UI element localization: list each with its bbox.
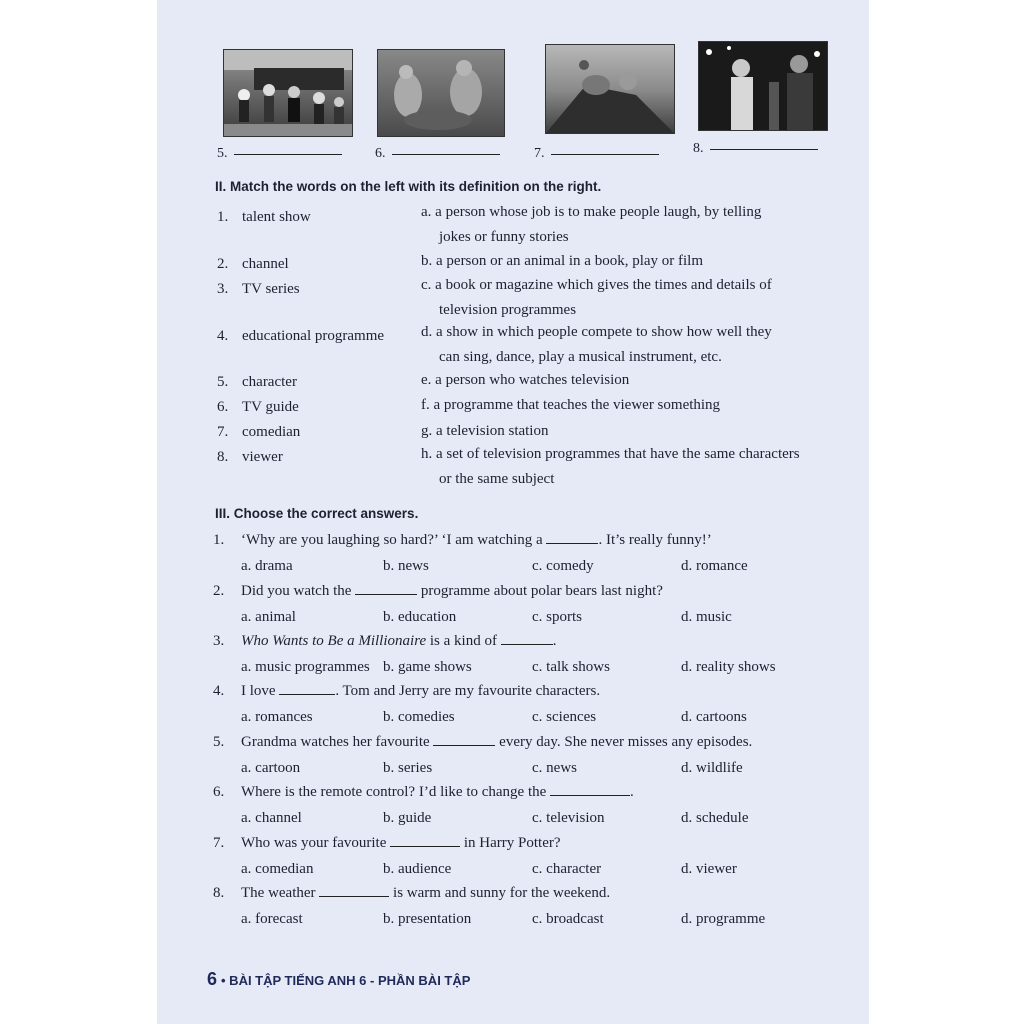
question-pre: The weather bbox=[241, 885, 320, 901]
question-number: 5. bbox=[213, 734, 225, 750]
question-pre: is a kind of bbox=[426, 633, 501, 649]
answer-option: c. character bbox=[532, 861, 602, 877]
answer-option: c. television bbox=[532, 810, 605, 826]
answer-blank bbox=[355, 580, 417, 595]
photo-label-8: 8. bbox=[693, 141, 818, 157]
answer-option: b. presentation bbox=[383, 911, 472, 927]
question-text bbox=[241, 529, 712, 551]
definition-line-1: d. a show in which people compete to show how well they bbox=[421, 324, 772, 340]
question-post: in Harry Potter? bbox=[460, 835, 561, 851]
book-title: • BÀI TẬP TIẾNG ANH 6 - PHẦN BÀI TẬP bbox=[221, 973, 471, 988]
question-number: 1. bbox=[213, 532, 225, 548]
answer-option: d. viewer bbox=[681, 861, 737, 877]
question-pre: Grandma watches her favourite bbox=[241, 734, 434, 750]
question-post: . Tom and Jerry are my favourite characters. bbox=[335, 683, 601, 699]
question bbox=[157, 882, 869, 932]
workbook-page bbox=[157, 0, 869, 1024]
question-text bbox=[241, 781, 634, 803]
answer-option: d. schedule bbox=[681, 810, 749, 826]
question bbox=[157, 680, 869, 730]
answer-option: d. music bbox=[681, 609, 732, 625]
answer-option: b. guide bbox=[383, 810, 432, 826]
question-text bbox=[241, 731, 752, 753]
item-number: 7. bbox=[217, 424, 229, 440]
answer-blank bbox=[279, 680, 335, 695]
match-word: TV series bbox=[242, 281, 300, 297]
cheetahs-photo bbox=[377, 49, 505, 137]
photo-label-5: 5. bbox=[217, 146, 342, 162]
answer-option: a. music programmes bbox=[241, 659, 370, 675]
answer-option: d. reality shows bbox=[681, 659, 776, 675]
answer-option: b. comedies bbox=[383, 709, 455, 725]
match-word: comedian bbox=[242, 424, 301, 440]
definition-line-2: can sing, dance, play a musical instrument, etc. bbox=[439, 349, 722, 365]
definition-line-1: c. a book or magazine which gives the times and details of bbox=[421, 277, 772, 293]
page-number: 6 bbox=[207, 969, 218, 989]
definition-line-1: a. a person whose job is to make people laugh, by telling bbox=[421, 204, 762, 220]
page-footer bbox=[207, 969, 470, 990]
question-number: 7. bbox=[213, 835, 225, 851]
answer-option: b. series bbox=[383, 760, 433, 776]
definition-line-2: jokes or funny stories bbox=[439, 229, 569, 245]
question bbox=[157, 630, 869, 680]
section-3-heading: III. Choose the correct answers. bbox=[215, 506, 419, 521]
question bbox=[157, 832, 869, 882]
question-number: 2. bbox=[213, 583, 225, 599]
question-text bbox=[241, 882, 610, 904]
answer-option: c. broadcast bbox=[532, 911, 604, 927]
answer-blank bbox=[390, 832, 460, 847]
question-post: every day. She never misses any episodes. bbox=[495, 734, 753, 750]
answer-blank bbox=[433, 731, 495, 746]
question-number: 3. bbox=[213, 633, 225, 649]
volleyball-photo bbox=[223, 49, 353, 137]
question bbox=[157, 731, 869, 781]
question-number: 6. bbox=[213, 784, 225, 800]
answer-blank bbox=[501, 630, 553, 645]
answer-option: b. news bbox=[383, 558, 429, 574]
answer-option: b. audience bbox=[383, 861, 452, 877]
answer-option: a. drama bbox=[241, 558, 293, 574]
answer-option: b. game shows bbox=[383, 659, 472, 675]
question-pre: Where is the remote control? I’d like to change the bbox=[241, 784, 551, 800]
lion-king-photo bbox=[545, 44, 675, 134]
question-pre: I love bbox=[241, 683, 280, 699]
answer-option: a. romances bbox=[241, 709, 313, 725]
answer-option: c. news bbox=[532, 760, 577, 776]
photo-label-6: 6. bbox=[375, 146, 500, 162]
definition-line-1: e. a person who watches television bbox=[421, 372, 630, 388]
answer-option: a. comedian bbox=[241, 861, 314, 877]
answer-option: c. comedy bbox=[532, 558, 594, 574]
question-text bbox=[241, 832, 561, 854]
question bbox=[157, 580, 869, 630]
answer-option: d. wildlife bbox=[681, 760, 743, 776]
item-number: 1. bbox=[217, 209, 229, 225]
match-word: channel bbox=[242, 256, 289, 272]
answer-option: a. cartoon bbox=[241, 760, 301, 776]
question-post: programme about polar bears last night? bbox=[417, 583, 663, 599]
answer-option: a. animal bbox=[241, 609, 296, 625]
item-number: 5. bbox=[217, 374, 229, 390]
question-pre: ‘Why are you laughing so hard?’ ‘I am watching a bbox=[241, 532, 547, 548]
definition-line-1: g. a television station bbox=[421, 423, 549, 439]
question-text bbox=[241, 630, 556, 652]
show-title: Who Wants to Be a Millionaire bbox=[241, 633, 427, 649]
item-number: 4. bbox=[217, 328, 229, 344]
question-number: 8. bbox=[213, 885, 225, 901]
answer-option: d. romance bbox=[681, 558, 748, 574]
question bbox=[157, 529, 869, 579]
question bbox=[157, 781, 869, 831]
definition-line-1: f. a programme that teaches the viewer something bbox=[421, 397, 721, 413]
item-number: 8. bbox=[217, 449, 229, 465]
answer-option: a. channel bbox=[241, 810, 302, 826]
match-word: viewer bbox=[242, 449, 283, 465]
answer-option: d. programme bbox=[681, 911, 766, 927]
question-pre: Did you watch the bbox=[241, 583, 356, 599]
question-number: 4. bbox=[213, 683, 225, 699]
talent-show-photo bbox=[698, 41, 828, 131]
question-post: is warm and sunny for the weekend. bbox=[389, 885, 611, 901]
question-post: . It’s really funny!’ bbox=[598, 532, 712, 548]
answer-option: b. education bbox=[383, 609, 457, 625]
photo-label-7: 7. bbox=[534, 146, 659, 162]
item-number: 2. bbox=[217, 256, 229, 272]
answer-option: a. forecast bbox=[241, 911, 303, 927]
definition-line-1: h. a set of television programmes that have the same characters bbox=[421, 446, 800, 462]
answer-option: d. cartoons bbox=[681, 709, 747, 725]
answer-blank bbox=[319, 882, 389, 897]
question-post: . bbox=[552, 633, 557, 649]
item-number: 3. bbox=[217, 281, 229, 297]
answer-blank bbox=[546, 529, 598, 544]
match-word: TV guide bbox=[242, 399, 299, 415]
answer-blank bbox=[550, 781, 630, 796]
question-text bbox=[241, 580, 663, 602]
match-word: talent show bbox=[242, 209, 311, 225]
question-pre: Who was your favourite bbox=[241, 835, 391, 851]
answer-option: c. sports bbox=[532, 609, 582, 625]
question-text bbox=[241, 680, 600, 702]
answer-option: c. sciences bbox=[532, 709, 597, 725]
definition-line-2: television programmes bbox=[439, 302, 577, 318]
item-number: 6. bbox=[217, 399, 229, 415]
definition-line-2: or the same subject bbox=[439, 471, 555, 487]
question-post: . bbox=[630, 784, 634, 800]
section-2-heading: II. Match the words on the left with its definition on the right. bbox=[215, 179, 602, 194]
match-word: character bbox=[242, 374, 297, 390]
match-word: educational programme bbox=[242, 328, 385, 344]
definition-line-1: b. a person or an animal in a book, play or film bbox=[421, 253, 704, 269]
answer-option: c. talk shows bbox=[532, 659, 610, 675]
